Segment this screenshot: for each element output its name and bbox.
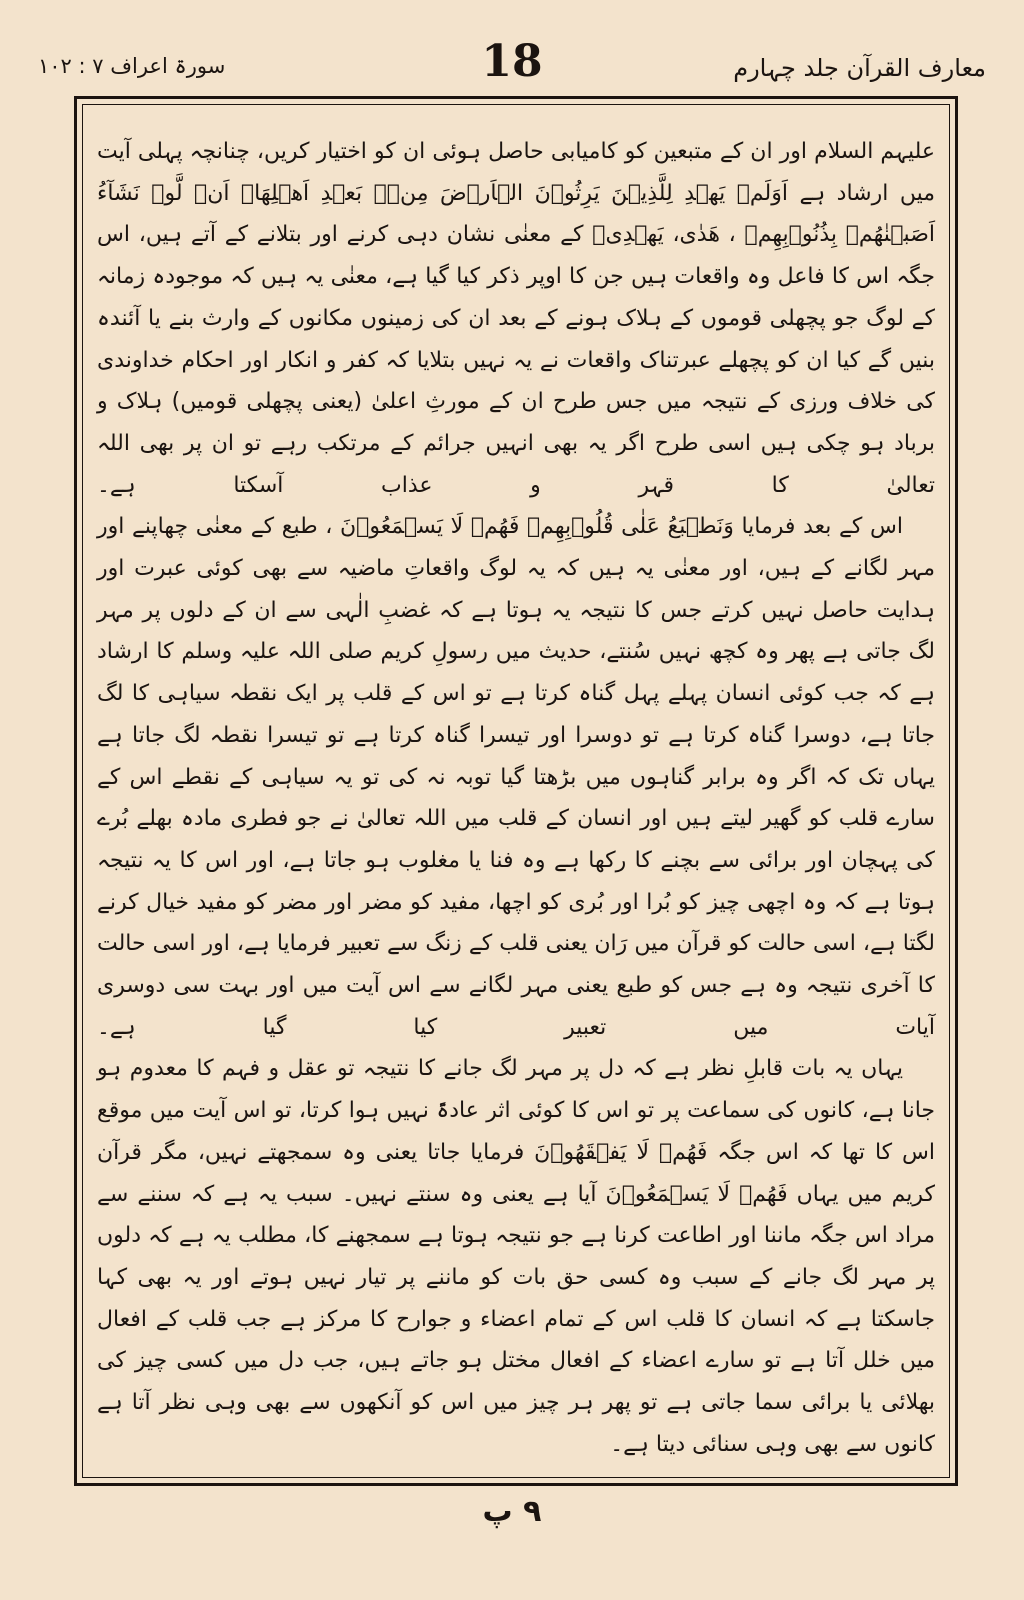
surah-reference: سورۃ اعراف ۷ : ۱۰۲ <box>38 54 226 78</box>
text-frame-inner <box>82 104 950 1478</box>
text-frame <box>74 96 958 1486</box>
page-number: 18 <box>481 36 543 87</box>
signature-mark: ۹ پ <box>482 1494 542 1529</box>
paragraph-2: اس کے بعد فرمایا وَنَطۡبَعُ عَلٰی قُلُوۡبِهِمۡ فَهُمۡ لَا یَسۡمَعُوۡنَ ، طبع کے معنٰی چھاپنے اور مہر لگانے کے ہیں، اور معنٰی یہ ہیں کہ یہ لوگ واقعاتِ ماضیہ سے بھی کوئی عبرت اور ہدایت حاصل نہیں کرتے جس کا نتیجہ یہ ہوتا ہے کہ غضبِ الٰہی سے ان کے دلوں پر مہر لگ جاتی ہے پھر وہ کچھ نہیں سُنتے، حدیث میں رسولِ کریم صلی اللہ علیہ وسلم کا ارشاد ہے کہ جب کوئی انسان پہلے پہل گناہ کرتا ہے تو اس کے قلب پر ایک نقطہ سیاہی کا لگ جاتا ہے، دوسرا گناہ کرتا ہے تو دوسرا اور تیسرا گناہ کرتا ہے تو تیسرا نقطہ لگ جاتا ہے یہاں تک کہ اگر وہ برابر گناہوں میں بڑھتا گیا توبہ نہ کی تو یہ سیاہی کے نقطے اس کے سارے قلب کو گھیر لیتے ہیں اور انسان کے قلب میں اللہ تعالیٰ نے جو فطری مادہ بھلے بُرے کی پہچان اور برائی سے بچنے کا رکھا ہے وہ فنا یا مغلوب ہو جاتا ہے، اور اس کا یہ نتیجہ ہوتا ہے کہ وہ اچھی چیز کو بُرا اور بُری کو اچھا، مفید کو مضر اور مضر کو مفید خیال کرنے لگتا ہے، اسی حالت کو قرآن میں رَان یعنی قلب کے زنگ سے تعبیر فرمایا ہے، اور اسی حالت کا آخری نتیجہ وہ ہے جس کو طبع یعنی مہر لگانے سے اس آیت میں اور بہت سی دوسری آیات میں تعبیر کیا گیا ہے۔ <box>97 514 935 1040</box>
paragraph-3: یہاں یہ بات قابلِ نظر ہے کہ دل پر مہر لگ جانے کا نتیجہ تو عقل و فہم کا معدوم ہو جانا ہے، کانوں کی سماعت پر تو اس کا کوئی اثر عادۃً نہیں ہوا کرتا، تو اس آیت میں موقع اس کا تھا کہ اس جگہ فَهُمۡ لَا یَفۡقَهُوۡنَ فرمایا جاتا یعنی وہ سمجھتے نہیں، مگر قرآن کریم میں یہاں فَهُمۡ لَا یَسۡمَعُوۡنَ آیا ہے یعنی وہ سنتے نہیں۔ سبب یہ ہے کہ سننے سے مراد اس جگہ ماننا اور اطاعت کرنا ہے جو نتیجہ ہوتا ہے سمجھنے کا، مطلب یہ ہے کہ دلوں پر مہر لگ جانے کے سبب وہ کسی حق بات کو ماننے پر تیار نہیں ہوتے اور یہ بھی کہا جاسکتا ہے کہ انسان کا قلب اس کے تمام اعضاء و جوارح کا مرکز ہے جب قلب کے افعال میں خلل آتا ہے تو سارے اعضاء کے افعال مختل ہو جاتے ہیں، جب دل میں کسی چیز کی بھلائی یا برائی سما جاتی ہے تو پھر ہر چیز میں اس کو آنکھوں سے بھی وہی نظر آتا ہے کانوں سے بھی وہی سنائی دیتا ہے۔ <box>97 1056 935 1457</box>
page-header <box>38 36 986 90</box>
paragraph-1: علیہم السلام اور ان کے متبعین کو کامیابی حاصل ہوئی ان کو اختیار کریں، چنانچہ پہلی آیت میں ارشاد ہے اَوَلَمۡ یَهۡدِ لِلَّذِیۡنَ یَرِثُوۡنَ الۡاَرۡضَ مِنۡۢ بَعۡدِ اَهۡلِهَاۤ اَنۡ لَّوۡ نَشَآءُ اَصَبۡنٰهُمۡ بِذُنُوۡبِهِمۡ ، هَدٰی، یَهۡدِیۡ کے معنٰی نشان دہی کرنے اور بتلانے کے آتے ہیں، اس جگہ اس کا فاعل وہ واقعات ہیں جن کا اوپر ذکر کیا گیا ہے، معنٰی یہ ہیں کہ موجودہ زمانہ کے لوگ جو پچھلی قوموں کے ہلاک ہونے کے بعد ان کی زمینوں مکانوں کے وارث بنے یا آئندہ بنیں گے کیا ان کو پچھلے عبرتناک واقعات نے یہ نہیں بتلایا کہ کفر و انکار اور احکام خداوندی کی خلاف ورزی کے نتیجہ میں جس طرح ان کے مورثِ اعلیٰ (یعنی پچھلی قومیں) ہلاک و برباد ہو چکی ہیں اسی طرح اگر یہ بھی انہیں جرائم کے مرتکب رہے تو ان پر بھی اللہ تعالیٰ کا قہر و عذاب آسکتا ہے۔ <box>97 139 935 498</box>
book-title: معارف القرآن جلد چہارم <box>733 54 986 82</box>
